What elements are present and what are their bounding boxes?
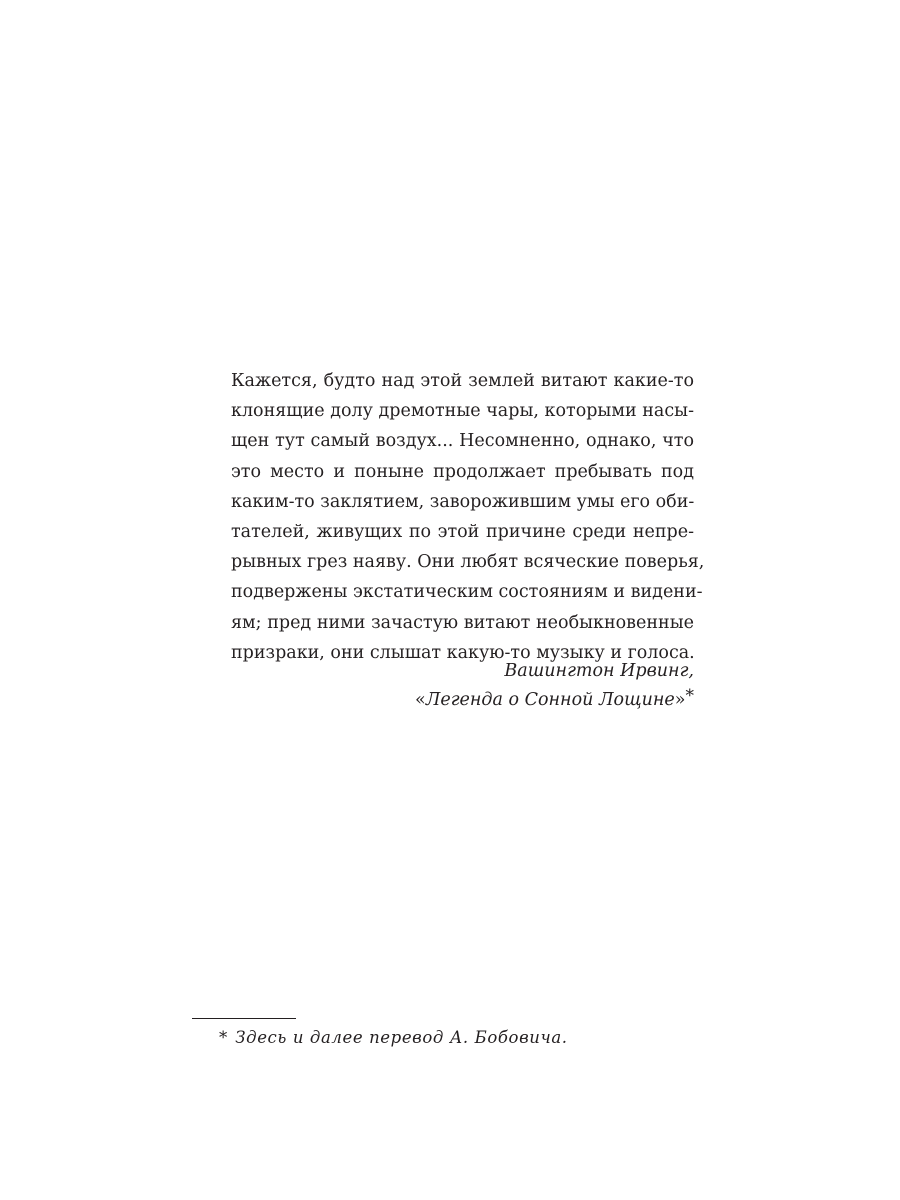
work-title: Легенда о Сонной Лощине bbox=[425, 690, 675, 710]
epigraph-line: Кажется, будто над этой землей витают какие-то bbox=[231, 371, 694, 391]
close-quote: » bbox=[674, 690, 686, 710]
epigraph-line: щен тут самый воздух... Несомненно, однако, что bbox=[231, 431, 694, 452]
epigraph-line: призраки, они слышат какую-то музыку и голоса. bbox=[231, 642, 695, 663]
footnote-reference: * bbox=[685, 686, 694, 706]
footnote-text: Здесь и далее перевод А. Бобовича. bbox=[235, 1028, 568, 1047]
epigraph-quote bbox=[231, 366, 705, 668]
epigraph-line: каким-то заклятием, заворожившим умы его оби- bbox=[231, 491, 695, 512]
epigraph-line: это место и поныне продолжает пребывать под bbox=[231, 461, 694, 482]
footnote bbox=[219, 1026, 568, 1050]
epigraph-line: тателей, живущих по этой причине среди непре- bbox=[231, 522, 694, 543]
attribution-work bbox=[231, 686, 694, 715]
attribution-author: Вашингтон Ирвинг, bbox=[504, 661, 694, 681]
footnote-marker: * bbox=[219, 1028, 228, 1047]
epigraph-line: ям; пред ними зачастую витают необыкновенные bbox=[231, 612, 694, 633]
epigraph-attribution bbox=[231, 657, 694, 715]
epigraph-line: клонящие долу дремотные чары, которыми насы- bbox=[231, 401, 694, 422]
epigraph-line: подвержены экстатическим состояниям и видени- bbox=[231, 582, 703, 603]
epigraph-line: рывных грез наяву. Они любят всяческие поверья, bbox=[231, 552, 705, 573]
footnote-divider bbox=[192, 1018, 296, 1019]
open-quote: « bbox=[415, 690, 426, 710]
